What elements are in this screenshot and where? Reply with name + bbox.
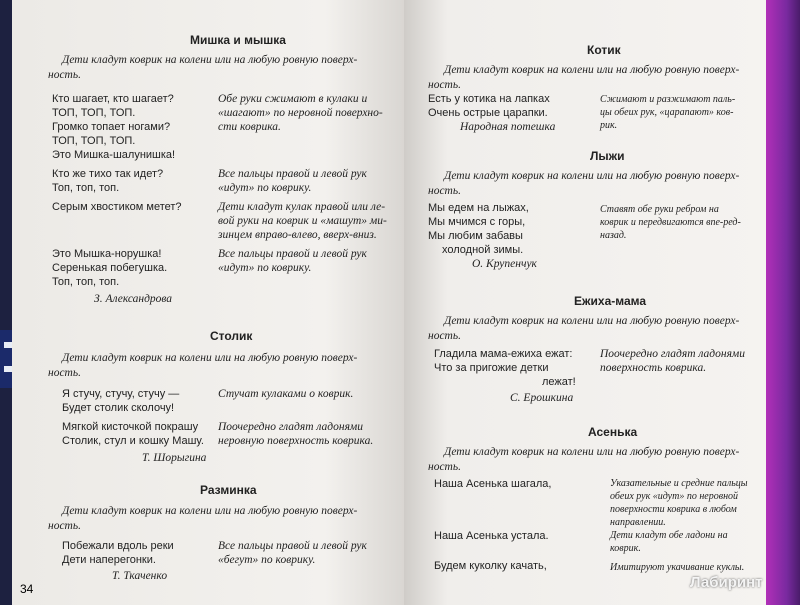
verse-line: Есть у котика на лапках [428, 93, 550, 105]
instruction-line: Дети кладут коврик на колени или на любую ровную поверх- [444, 315, 740, 327]
verse-line: Это Мышка-норушка! [52, 248, 162, 260]
verse-line: Мы мчимся с горы, [428, 216, 526, 228]
instruction-line: ность. [48, 520, 81, 532]
action-line: «шагают» по неровной поверхно- [218, 107, 383, 119]
verse-line: Что за пригожие детки [434, 362, 549, 374]
action-line: вой руки на коврик и «машут» ми- [218, 215, 387, 227]
dark-background-left [0, 0, 12, 605]
verse-line: ТОП, ТОП, ТОП. [52, 135, 136, 147]
instruction-line: Дети кладут коврик на колени или на любую ровную поверх- [62, 352, 358, 364]
section-title-mishka: Мишка и мышка [190, 33, 286, 47]
instruction-line: Дети кладут коврик на колени или на любую ровную поверх- [62, 54, 358, 66]
action-line: Стучат кулаками о коврик. [218, 388, 354, 400]
action-line: Все пальцы правой и левой рук [218, 168, 367, 180]
action-line: направлении. [610, 517, 666, 528]
verse-line: Столик, стул и кошку Машу. [62, 435, 204, 447]
verse-line: Топ, топ, топ. [52, 276, 120, 288]
author-credit: З. Александрова [94, 293, 173, 305]
action-line: Ставят обе руки ребром на [600, 204, 719, 215]
action-line: Дети кладут обе ладони на [610, 530, 728, 541]
verse-line: Топ, топ, топ. [52, 182, 120, 194]
right-page [404, 0, 766, 605]
verse-line: Серенькая побегушка. [52, 262, 168, 274]
action-line: коврик. [610, 543, 641, 554]
author-credit: О. Крупенчук [472, 258, 537, 270]
purple-background-right [766, 0, 800, 605]
verse-line: Гладила мама-ежиха ежат: [434, 348, 573, 360]
action-line: неровную поверхность коврика. [218, 435, 374, 447]
watermark-logo: Лабиринт [690, 574, 763, 591]
action-line: Все пальцы правой и левой рук [218, 540, 367, 552]
action-line: Имитируют укачивание куклы. [610, 562, 745, 573]
page-number: 34 [20, 582, 34, 596]
verse-line: лежат! [542, 376, 576, 388]
action-line: цы обеих рук, «царапают» ков- [600, 107, 734, 118]
verse-line: холодной зимы. [442, 244, 524, 256]
section-title-razminka: Разминка [200, 483, 257, 497]
verse-line: Серым хвостиком метет? [52, 201, 182, 213]
verse-line: Наша Асенька устала. [434, 530, 549, 542]
instruction-line: Дети кладут коврик на колени или на любую ровную поверх- [444, 170, 740, 182]
author-credit: Т. Ткаченко [112, 570, 168, 582]
section-title-asenka: Асенька [588, 425, 638, 439]
verse-line: Кто шагает, кто шагает? [52, 93, 174, 105]
author-credit: Т. Шорыгина [142, 452, 207, 464]
instruction-line: Дети кладут коврик на колени или на любую ровную поверх- [444, 64, 740, 76]
section-title-kotik: Котик [587, 43, 621, 57]
verse-line: Дети наперегонки. [62, 554, 156, 566]
instruction-line: ность. [428, 461, 461, 473]
instruction-line: ность. [428, 330, 461, 342]
action-line: коврик и передвигаются впе-ред- [600, 217, 741, 228]
verse-line: Будет столик сколочу! [62, 402, 175, 414]
author-credit: С. Ерошкина [510, 392, 574, 404]
instruction-line: ность. [48, 367, 81, 379]
section-title-ezhiha: Ежиха-мама [574, 294, 647, 308]
section-title-stolik: Столик [210, 329, 253, 343]
verse-line: Побежали вдоль реки [62, 540, 174, 552]
verse-line: Очень острые царапки. [428, 107, 548, 119]
action-line: «бегут» по коврику. [218, 554, 316, 566]
section-title-lyzhi: Лыжи [590, 149, 625, 163]
action-line: Поочередно гладят ладонями [218, 421, 364, 433]
left-page [12, 0, 404, 605]
verse-line: Кто же тихо так идет? [52, 168, 164, 180]
action-line: Все пальцы правой и левой рук [218, 248, 367, 260]
action-line: Поочередно гладят ладонями [600, 348, 746, 360]
verse-line: Мы едем на лыжах, [428, 202, 529, 214]
action-line: поверхности коврика в любом [610, 504, 737, 515]
instruction-line: Дети кладут коврик на колени или на любую ровную поверх- [444, 446, 740, 458]
action-line: назад. [600, 230, 627, 241]
author-credit: Народная потешка [460, 121, 556, 133]
instruction-line: ность. [48, 69, 81, 81]
action-line: «идут» по коврику. [218, 262, 312, 274]
verse-line: Наша Асенька шагала, [434, 478, 552, 490]
instruction-line: Дети кладут коврик на колени или на любую ровную поверх- [62, 505, 358, 517]
action-line: Дети кладут кулак правой или ле- [218, 201, 386, 213]
verse-line: Я стучу, стучу, стучу — [62, 388, 180, 400]
action-line: Обе руки сжимают в кулаки и [218, 93, 368, 105]
action-line: обеих рук «идут» по неровной [610, 491, 739, 502]
verse-line: Будем куколку качать, [434, 560, 547, 572]
instruction-line: ность. [428, 185, 461, 197]
action-line: «идут» по коврику. [218, 182, 312, 194]
verse-line: ТОП, ТОП, ТОП. [52, 107, 136, 119]
instruction-line: ность. [428, 79, 461, 91]
verse-line: Это Мишка-шалунишка! [52, 149, 176, 161]
action-line: Сжимают и разжимают паль- [600, 94, 736, 105]
verse-line: Мягкой кисточкой покрашу [62, 421, 199, 433]
verse-line: Мы любим забавы [428, 230, 523, 242]
action-line: поверхность коврика. [600, 362, 707, 374]
action-line: рик. [600, 120, 618, 131]
action-line: зинцем вправо-влево, вверх-вниз. [218, 229, 377, 241]
action-line: Указательные и средние пальцы [610, 478, 748, 489]
verse-line: Громко топает ногами? [52, 121, 171, 133]
action-line: сти коврика. [218, 121, 281, 133]
